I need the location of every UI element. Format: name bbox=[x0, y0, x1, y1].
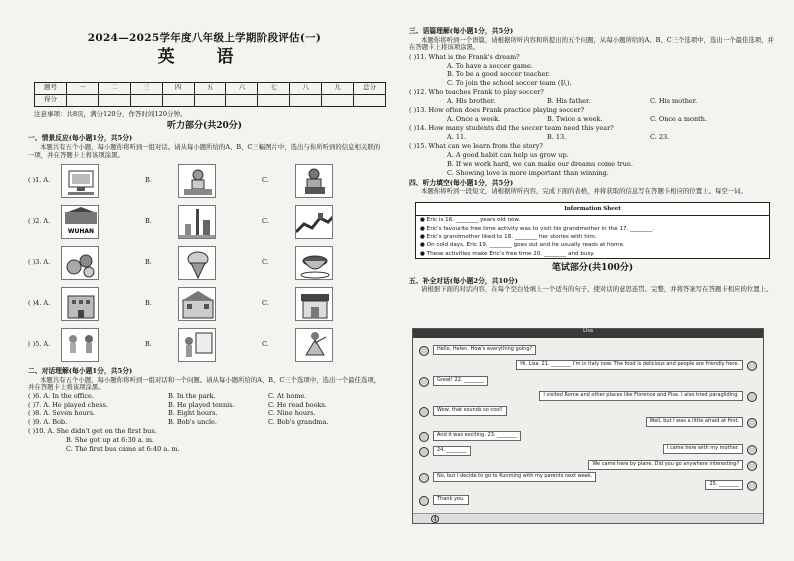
score-blank bbox=[290, 94, 322, 106]
exam-title: 2024—2025学年度八年级上学期阶段评估(一) bbox=[87, 32, 322, 44]
section-1-title: 一、情景反应(每小题1分，共5分) bbox=[28, 134, 133, 143]
chat-message-left: Wow, that sounds so cool! bbox=[433, 406, 507, 416]
chat-screenshot bbox=[412, 328, 764, 524]
wuhan-picture bbox=[61, 205, 99, 239]
option-a[interactable]: A. To have a soccer game. bbox=[447, 61, 533, 70]
score-blank bbox=[258, 94, 290, 106]
info-line-text[interactable]: Eric's favourite free time activity was to visit his grandmother in the 17. ________. bbox=[426, 225, 655, 232]
option-a[interactable]: ( )8. A. Seven hours. bbox=[28, 409, 96, 418]
option-label: B. bbox=[145, 217, 152, 226]
score-cell: 总分 bbox=[354, 82, 386, 94]
avatar bbox=[747, 418, 757, 428]
info-line: ● Eric's favourite free time activity was to visit his grandmother in the 17. ________. bbox=[420, 225, 655, 232]
option-b[interactable]: B. He played tennis. bbox=[168, 400, 235, 409]
score-cell: 六 bbox=[226, 82, 258, 94]
option-label: ( )3. A. bbox=[28, 258, 51, 267]
chat-message-left: Thank you. bbox=[433, 495, 469, 505]
info-line: ● Eric's grandmother liked to 18. ________ her stories with him. bbox=[420, 233, 597, 240]
info-line-text[interactable]: Eric is 16. ________ years old now. bbox=[426, 217, 521, 224]
avatar bbox=[747, 361, 757, 371]
info-line-text[interactable]: Eric's grandmother liked to 18. ________ her stories with him. bbox=[426, 233, 597, 240]
chat-message-right: Well, but I was a little afraid at first. bbox=[646, 417, 743, 427]
exam-notice: 注意事项：共8页，满分120分，作答时间120分钟。 bbox=[34, 109, 187, 118]
option-a[interactable]: A. Once a week. bbox=[447, 115, 501, 124]
question-14-options bbox=[447, 134, 776, 141]
fruit-picture bbox=[61, 246, 99, 280]
section-1-instructions: 本题共有五个小题，每小题你将听到一组对话。请从每小题所给的A、B、C三幅图片中，选出与你所听到的信息相关联的一项，并在答题卡上将该项涂黑。 bbox=[28, 143, 381, 159]
option-label: ( )1. A. bbox=[28, 176, 51, 185]
option-c[interactable]: C. Once a month. bbox=[650, 115, 708, 124]
score-cell: 五 bbox=[194, 82, 226, 94]
option-b[interactable]: B. Eight hours. bbox=[168, 409, 218, 418]
information-sheet bbox=[415, 202, 770, 259]
info-line-text[interactable]: On cold days, Eric 19. ________ goes out and he usually reads at home. bbox=[426, 242, 625, 249]
city-tower-picture bbox=[178, 205, 216, 239]
score-blank bbox=[162, 94, 194, 106]
picture-row bbox=[28, 162, 381, 200]
hospital-building-picture bbox=[61, 287, 99, 321]
chat-message-left: And it was exciting. 23. ________ bbox=[433, 431, 521, 441]
computer-picture bbox=[61, 164, 99, 198]
option-b[interactable]: B. His father. bbox=[547, 97, 591, 106]
option-a[interactable]: A. His brother. bbox=[447, 97, 496, 106]
picture-option[interactable] bbox=[262, 246, 379, 280]
option-a[interactable]: ( )6. A. In the office. bbox=[28, 392, 94, 401]
written-part-title: 笔试部分(共100分) bbox=[551, 263, 634, 274]
picture-option[interactable] bbox=[262, 287, 379, 321]
option-label: B. bbox=[145, 258, 152, 267]
picture-questions bbox=[28, 162, 381, 364]
dancer-picture bbox=[295, 328, 333, 362]
score-cell: 九 bbox=[322, 82, 354, 94]
avatar bbox=[747, 461, 757, 471]
option-c[interactable]: C. 23. bbox=[650, 133, 670, 142]
question-11: ( )11. What is the Frank's dream? bbox=[409, 52, 520, 61]
score-cell: 三 bbox=[130, 82, 162, 94]
listening-part-title: 听力部分(共20分) bbox=[166, 121, 243, 132]
option-a[interactable]: ( )9. A. Bob. bbox=[28, 417, 68, 426]
avatar bbox=[419, 496, 429, 506]
option-b[interactable]: B. In the park. bbox=[168, 392, 216, 401]
option-label: C. bbox=[262, 258, 269, 267]
option-c[interactable]: C. At home. bbox=[268, 392, 307, 401]
option-label: C. bbox=[262, 176, 269, 185]
score-blank bbox=[194, 94, 226, 106]
option-label: C. bbox=[262, 217, 269, 226]
chat-message-right: We came here by plane. Did you go anywhere interesting? bbox=[588, 460, 743, 470]
score-cell: 四 bbox=[162, 82, 194, 94]
great-wall-picture bbox=[295, 205, 333, 239]
picture-option[interactable] bbox=[28, 328, 145, 362]
picture-option[interactable] bbox=[262, 205, 379, 239]
picture-option[interactable] bbox=[145, 246, 262, 280]
chat-input-bar[interactable] bbox=[413, 513, 763, 523]
option-a[interactable]: A. A good habit can help us grow up. bbox=[447, 151, 569, 160]
picture-row bbox=[28, 285, 381, 323]
score-table bbox=[34, 82, 386, 107]
avatar bbox=[419, 447, 429, 457]
question-12-options bbox=[447, 98, 776, 105]
avatar bbox=[419, 473, 429, 483]
question-10-c[interactable]: C. The first bus came at 6:40 a. m. bbox=[66, 444, 180, 453]
picture-option[interactable] bbox=[145, 205, 262, 239]
option-label: B. bbox=[145, 299, 152, 308]
picture-option[interactable] bbox=[28, 287, 145, 321]
picture-row bbox=[28, 244, 381, 282]
section-2-title: 二、对话理解(每小题1分，共5分) bbox=[28, 366, 133, 375]
kids-playing-picture bbox=[61, 328, 99, 362]
shop-picture bbox=[295, 287, 333, 321]
chat-message-left: Great! 22. ________ bbox=[433, 376, 488, 386]
section-4-instructions: 本题你将听到一段短文，请根据所听内容，完成下面的表格，并将获取的信息写在答题卡相应的位置上。每空一词。 bbox=[421, 187, 747, 196]
option-label: ( )4. A. bbox=[28, 299, 51, 308]
question-8 bbox=[28, 410, 381, 417]
section-4-title: 四、听力填空(每小题1分，共5分) bbox=[409, 178, 514, 187]
option-c[interactable]: C. He read books. bbox=[268, 400, 327, 409]
chat-message-right: 25. ________ bbox=[705, 480, 743, 490]
picture-option[interactable] bbox=[28, 246, 145, 280]
option-c[interactable]: C. His mother. bbox=[650, 97, 698, 106]
question-7 bbox=[28, 402, 381, 409]
picture-option[interactable] bbox=[145, 328, 262, 362]
picture-option[interactable] bbox=[262, 328, 379, 362]
boy-reading-picture bbox=[295, 164, 333, 198]
wuhan-text: WUHAN bbox=[67, 227, 95, 235]
option-b[interactable]: B. 13. bbox=[547, 133, 567, 142]
question-10-a[interactable]: ( )10. A. She didn't get on the first bus. bbox=[28, 426, 157, 435]
avatar bbox=[419, 377, 429, 387]
chat-message-left: No, but I decide to go to Kunming with my parents next week. bbox=[433, 472, 596, 482]
chat-message-right: I came here with my mother. bbox=[663, 444, 743, 454]
option-c[interactable]: C. Showing love is more important than winning. bbox=[447, 169, 609, 178]
chat-message-right: I visited Rome and other places like Florence and Pisa. I also tried paragliding. bbox=[539, 391, 743, 401]
score-header-row bbox=[35, 82, 386, 94]
picture-option[interactable] bbox=[28, 205, 145, 239]
option-c[interactable]: C. To join the school soccer team (队). bbox=[447, 79, 572, 88]
section-5-title: 五、补全对话(每小题2分，共10分) bbox=[409, 276, 518, 285]
painting-picture bbox=[178, 328, 216, 362]
ice-cream-picture bbox=[178, 246, 216, 280]
question-13: ( )13. How often does Frank practice playing soccer? bbox=[409, 106, 585, 115]
option-a[interactable]: A. 11. bbox=[447, 133, 467, 142]
score-cell: 二 bbox=[98, 82, 130, 94]
score-label: 得分 bbox=[35, 94, 67, 106]
score-cell: 一 bbox=[66, 82, 98, 94]
score-blank bbox=[130, 94, 162, 106]
avatar bbox=[747, 392, 757, 402]
question-13-options bbox=[447, 116, 776, 123]
option-c[interactable]: C. Nine hours. bbox=[268, 409, 316, 418]
score-blank bbox=[322, 94, 354, 106]
score-blank bbox=[98, 94, 130, 106]
section-3-instructions: 本题你将听到一个语篇，请根据所听内容和所提出的五个问题，从每小题所给的A、B、C三个选项中，选出一个最佳选项，并在答题卡上将该项涂黑。 bbox=[409, 35, 774, 52]
option-a[interactable]: ( )7. A. He played chess. bbox=[28, 400, 109, 409]
question-9 bbox=[28, 419, 381, 426]
avatar bbox=[419, 432, 429, 442]
avatar bbox=[747, 445, 757, 455]
option-b[interactable]: B. Bob's uncle. bbox=[168, 417, 217, 426]
page-number: 4 bbox=[431, 515, 439, 523]
info-line: ● On cold days, Eric 19. ________ goes out and he usually reads at home. bbox=[420, 242, 625, 249]
girl-studying-picture bbox=[178, 164, 216, 198]
chat-title-bar bbox=[413, 329, 763, 338]
picture-option[interactable] bbox=[145, 164, 262, 198]
picture-row bbox=[28, 203, 381, 241]
score-blank bbox=[354, 94, 386, 106]
question-6 bbox=[28, 393, 381, 400]
info-line-text[interactable]: These activities make Eric's free time 20. ________ and busy. bbox=[426, 250, 595, 257]
option-label: C. bbox=[262, 340, 269, 349]
chat-message-left: 24. ________ bbox=[433, 446, 471, 456]
score-blank bbox=[66, 94, 98, 106]
question-10-b[interactable]: B. She got up at 6:30 a. m. bbox=[66, 435, 155, 444]
picture-option[interactable] bbox=[145, 287, 262, 321]
information-sheet-title: Information Sheet bbox=[416, 203, 769, 216]
question-12: ( )12. Who teaches Frank to play soccer? bbox=[409, 88, 544, 97]
school-building-picture bbox=[178, 287, 216, 321]
avatar bbox=[419, 407, 429, 417]
section-5-instructions: 请根据下面的对话内容，在每个空白处填上一个适当的句子，使对话的意思连贯、完整，并将答案写在答题卡相应的位置上。 bbox=[421, 285, 773, 294]
option-b[interactable]: B. If we work hard, we can make our dreams come true. bbox=[447, 160, 633, 169]
score-value-row bbox=[35, 94, 386, 106]
avatar bbox=[747, 481, 757, 491]
score-cell: 八 bbox=[290, 82, 322, 94]
option-label: B. bbox=[145, 340, 152, 349]
info-line: ● These activities make Eric's free time 20. ________ and busy. bbox=[420, 250, 595, 257]
section-3-title: 三、语篇理解(每小题1分，共5分) bbox=[409, 27, 514, 35]
option-label: ( )5. A. bbox=[28, 340, 51, 349]
tea-cup-picture bbox=[295, 246, 333, 280]
chat-title: Lisa bbox=[583, 328, 593, 334]
picture-option[interactable] bbox=[28, 164, 145, 198]
avatar bbox=[419, 346, 429, 356]
subject-title: 英 语 bbox=[157, 47, 252, 68]
option-label: B. bbox=[145, 176, 152, 185]
option-b[interactable]: B. Twice a week. bbox=[547, 115, 603, 124]
option-b[interactable]: B. To be a good soccer teacher. bbox=[447, 70, 550, 79]
question-14: ( )14. How many students did the soccer team need this year? bbox=[409, 124, 614, 133]
score-cell: 题号 bbox=[35, 82, 67, 94]
score-cell: 七 bbox=[258, 82, 290, 94]
section-2-instructions: 本题共有五个小题，每小题你将听到一组对话和一个问题。请从每小题所给的A、B、C三个选项中，选出一个最佳选项，并在答题卡上将该项涂黑。 bbox=[28, 375, 381, 392]
info-line: ● Eric is 16. ________ years old now. bbox=[420, 217, 521, 224]
question-15: ( )15. What can we learn from the story? bbox=[409, 142, 543, 151]
option-c[interactable]: C. Bob's grandma. bbox=[268, 417, 329, 426]
picture-row bbox=[28, 326, 381, 364]
option-label: ( )2. A. bbox=[28, 217, 51, 226]
chat-message-right: Hi, Lisa. 21. ________ I'm in Italy now. The food is delicious and people are friendly here. bbox=[516, 360, 743, 370]
picture-option[interactable] bbox=[262, 164, 379, 198]
option-label: C. bbox=[262, 299, 269, 308]
chat-message-left: Hello, Helen. How's everything going? bbox=[433, 345, 536, 355]
score-blank bbox=[226, 94, 258, 106]
